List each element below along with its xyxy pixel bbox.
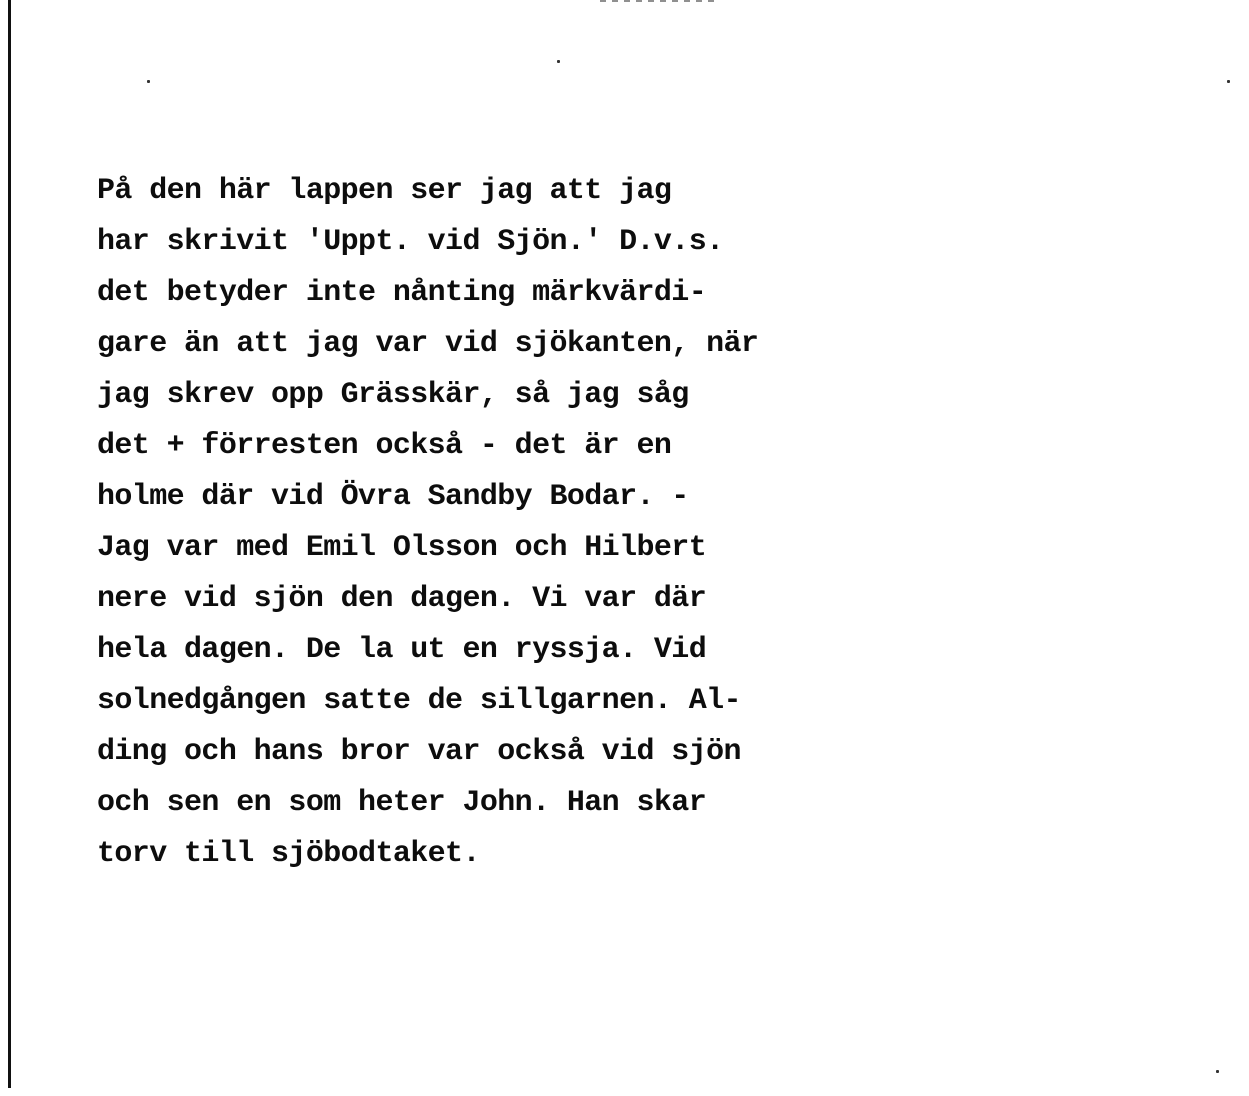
text-line: holme där vid Övra Sandby Bodar. - [97, 480, 689, 514]
text-line: och sen en som heter John. Han skar [97, 786, 707, 820]
text-line: jag skrev opp Grässkär, så jag såg [97, 378, 689, 412]
typewritten-paragraph [97, 166, 1247, 880]
page-edge-line [8, 0, 11, 1088]
text-line: det betyder inte nånting märkvärdi- [97, 276, 707, 310]
text-line: hela dagen. De la ut en ryssja. Vid [97, 633, 707, 667]
ink-speck [1227, 80, 1230, 83]
text-line: På den här lappen ser jag att jag [97, 174, 672, 208]
text-line: solnedgången satte de sillgarnen. Al- [97, 684, 741, 718]
text-line: ding och hans bror var också vid sjön [97, 735, 741, 769]
text-line: nere vid sjön den dagen. Vi var där [97, 582, 707, 616]
scan-artifact-top [600, 0, 720, 2]
text-line: Jag var med Emil Olsson och Hilbert [97, 531, 707, 565]
text-line: gare än att jag var vid sjökanten, när [97, 327, 759, 361]
ink-speck [147, 80, 150, 83]
text-line: torv till sjöbodtaket. [97, 837, 480, 871]
ink-speck [557, 60, 560, 63]
text-line: har skrivit 'Uppt. vid Sjön.' D.v.s. [97, 225, 724, 259]
text-line: det + förresten också - det är en [97, 429, 672, 463]
ink-speck [1216, 1070, 1219, 1073]
